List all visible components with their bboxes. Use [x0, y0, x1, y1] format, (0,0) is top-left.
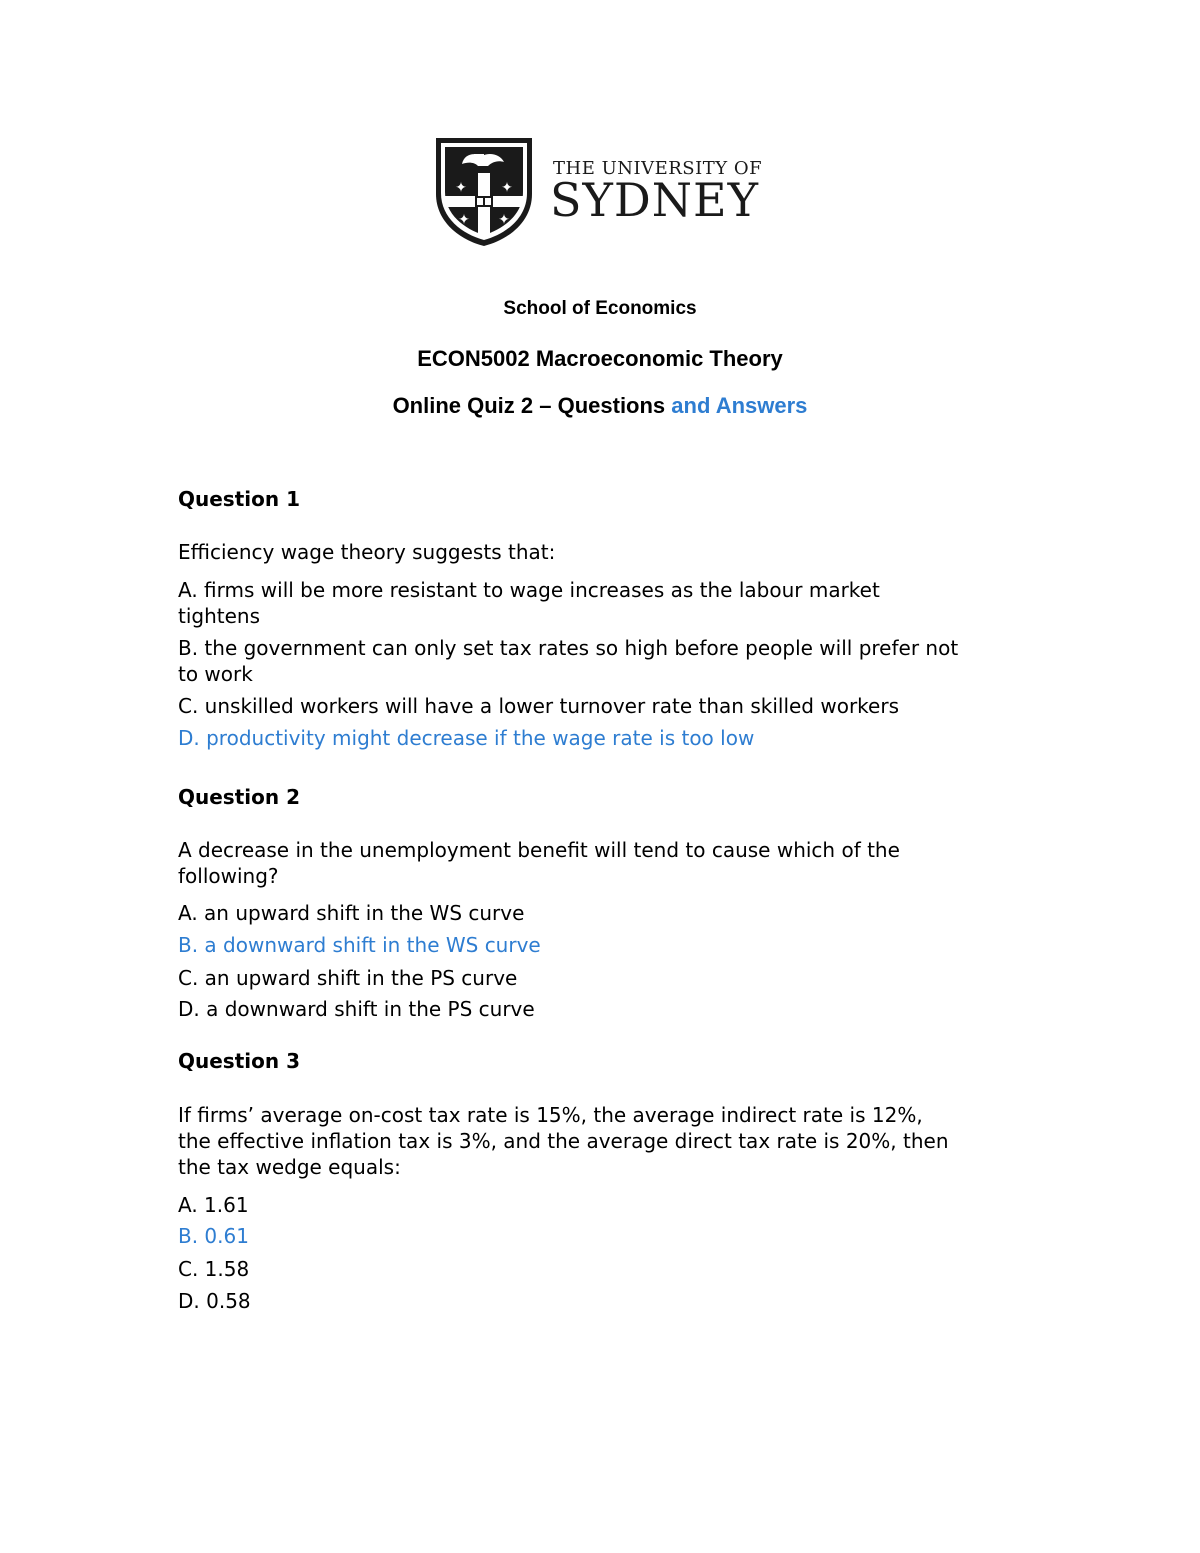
question-heading: Question 1 — [178, 487, 300, 511]
question-prompt-continued: the effective inflation tax is 3%, and the average direct tax rate is 20%, then — [178, 1129, 949, 1153]
svg-text:✦: ✦ — [501, 180, 513, 196]
logo-text-line2: SYDNEY — [550, 173, 759, 227]
option-c: C. an upward shift in the PS curve — [178, 966, 518, 990]
school-name: School of Economics — [503, 298, 697, 319]
option-a: A. an upward shift in the WS curve — [178, 901, 525, 925]
svg-text:✦: ✦ — [455, 180, 467, 196]
question-heading: Question 2 — [178, 785, 300, 809]
option-d-correct-answer: D. productivity might decrease if the wage rate is too low — [178, 726, 755, 750]
option-b-correct-answer: B. a downward shift in the WS curve — [178, 933, 541, 957]
quiz-title-accent: and Answers — [671, 393, 808, 418]
option-c: C. 1.58 — [178, 1257, 250, 1281]
option-a: A. firms will be more resistant to wage increases as the labour market — [178, 578, 880, 602]
option-c: C. unskilled workers will have a lower turnover rate than skilled workers — [178, 694, 899, 718]
question-prompt: If firms’ average on-cost tax rate is 15%, the average indirect rate is 12%, — [178, 1103, 923, 1127]
question-prompt: A decrease in the unemployment benefit will tend to cause which of the — [178, 838, 900, 862]
university-crest-icon — [434, 136, 534, 248]
university-logo — [434, 136, 763, 248]
option-b: B. the government can only set tax rates so high before people will prefer not — [178, 636, 959, 660]
option-a-continued: tightens — [178, 604, 261, 628]
option-d: D. 0.58 — [178, 1289, 251, 1313]
svg-text:✦: ✦ — [458, 212, 470, 228]
svg-text:✦: ✦ — [498, 212, 510, 228]
option-a: A. 1.61 — [178, 1193, 249, 1217]
logo-text-line1: THE UNIVERSITY OF — [553, 158, 763, 179]
question-prompt-continued: following? — [178, 864, 279, 888]
question-prompt-continued: the tax wedge equals: — [178, 1155, 401, 1179]
option-b-correct-answer: B. 0.61 — [178, 1224, 249, 1248]
quiz-title-main: Online Quiz 2 – Questions — [392, 393, 666, 418]
quiz-title — [0, 393, 1200, 419]
question-prompt: Efficiency wage theory suggests that: — [178, 540, 556, 564]
course-title: ECON5002 Macroeconomic Theory — [417, 346, 783, 371]
question-heading: Question 3 — [178, 1049, 300, 1073]
option-d: D. a downward shift in the PS curve — [178, 997, 535, 1021]
option-b-continued: to work — [178, 662, 253, 686]
